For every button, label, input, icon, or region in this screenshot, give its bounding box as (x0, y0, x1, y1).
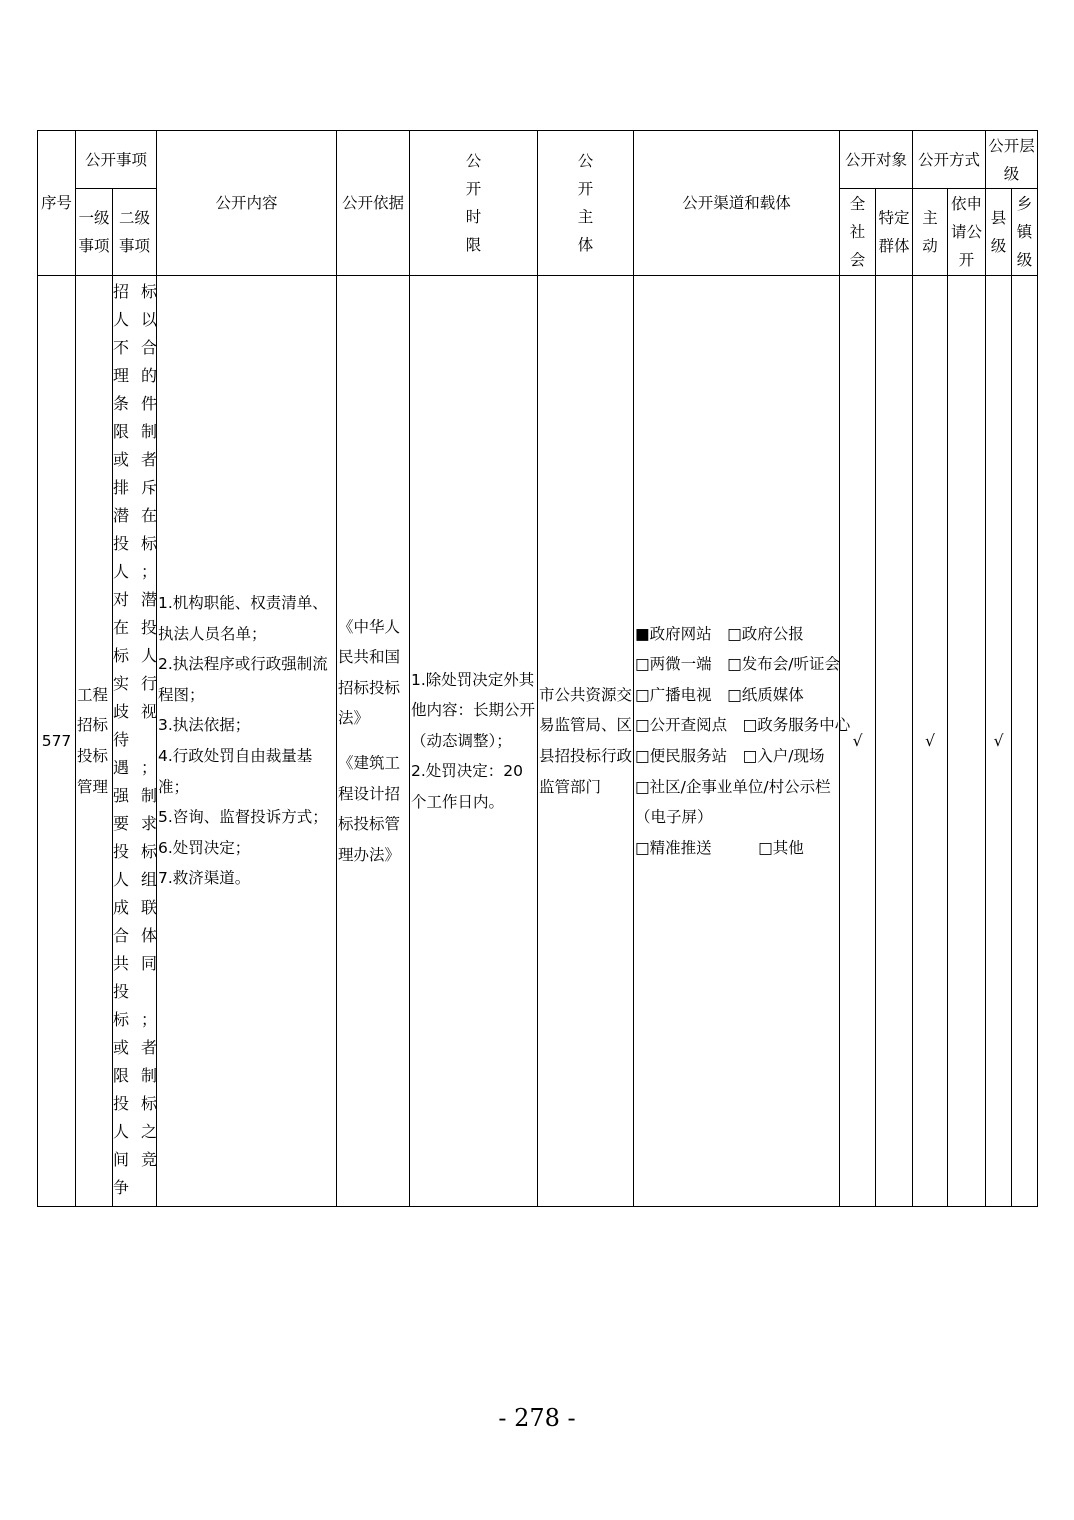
channel-item: ■政府网站 □政府公报 (635, 624, 804, 643)
row-basis (337, 276, 410, 1207)
header-target-all-text: 全社会 (849, 195, 866, 269)
channel-item: □两微一端 □发布会/听证会 (635, 655, 841, 674)
header-level-town (1012, 189, 1038, 276)
header-method-request-text: 依申请公开 (951, 195, 983, 269)
time-limit-item: 1.除处罚决定外其他内容：长期公开（动态调整）； (411, 670, 536, 750)
header-method-active-text: 主动 (922, 209, 938, 255)
header-level-town-text: 乡镇级 (1016, 195, 1033, 269)
disclosure-table (37, 130, 1038, 1207)
header-subject (538, 131, 634, 276)
channel-item: □公开查阅点 □政务服务中心 (635, 716, 851, 735)
row-level-county: √ (986, 276, 1012, 1207)
time-limit-item: 2.处罚决定：20个工作日内。 (411, 762, 524, 811)
header-basis: 公开依据 (337, 131, 410, 276)
header-method-group: 公开方式 (913, 131, 986, 189)
row-target-specific (876, 276, 913, 1207)
header-level-county (986, 189, 1012, 276)
header-content: 公开内容 (157, 131, 337, 276)
page-number: - 278 - (498, 1404, 576, 1432)
header-level-county-text: 县级 (990, 209, 1007, 255)
row-content (157, 276, 337, 1207)
channel-item: □广播电视 □纸质媒体 (635, 685, 804, 704)
header-target-specific-text: 特定群体 (878, 209, 910, 255)
row-target-all: √ (840, 276, 876, 1207)
basis-item: 《建筑工程设计招标投标管理办法》 (338, 754, 401, 864)
row-time-limit (410, 276, 538, 1207)
header-level2 (113, 189, 157, 276)
channel-item: □精准推送 □其他 (635, 838, 804, 857)
content-item: 6.处罚决定； (158, 838, 251, 857)
header-target-all (840, 189, 876, 276)
header-time-limit (410, 131, 538, 276)
row-level-town (1012, 276, 1038, 1207)
row-subject: 市公共资源交易监管局、区县招投标行政监管部门 (538, 276, 634, 1207)
header-seq: 序号 (38, 131, 76, 276)
header-channel: 公开渠道和载体 (634, 131, 840, 276)
row-method-request (948, 276, 986, 1207)
header-level1 (76, 189, 113, 276)
header-subject-text: 公开主体 (577, 152, 594, 254)
header-item-group: 公开事项 (76, 131, 157, 189)
content-item: 5.咨询、监督投诉方式； (158, 808, 328, 827)
header-level1-text: 一级事项 (78, 209, 110, 255)
header-method-active (913, 189, 948, 276)
content-item: 7.救济渠道。 (158, 869, 251, 888)
header-level2-text: 二级事项 (118, 209, 150, 255)
row-level1-text: 工程招标投标管理 (77, 685, 109, 796)
channel-item: □便民服务站 □入户/现场 (635, 747, 825, 765)
content-item: 3.执法依据； (158, 716, 251, 735)
row-level2 (113, 276, 157, 1207)
header-time-limit-text: 公开时限 (465, 152, 482, 254)
header-method-request (948, 189, 986, 276)
content-item: 4.行政处罚自由裁量基准； (158, 747, 313, 796)
header-target-specific (876, 189, 913, 276)
header-target-group: 公开对象 (840, 131, 913, 189)
channel-item: □社区/企事业单位/村公示栏（电子屏） (635, 777, 831, 827)
header-level-group: 公开层级 (986, 131, 1038, 189)
row-level2-text: 招标人以不合理的条件限制或者排斥潜在投标人；对潜在投标人实行歧视待遇；强制要求投标人组成联合体共同投标；或者限制投标人之间竞争 (113, 282, 157, 1197)
row-seq: 577 (38, 276, 76, 1207)
content-item: 2.执法程序或行政强制流程图； (158, 655, 328, 704)
basis-item: 《中华人民共和国招标投标法》 (338, 617, 401, 728)
content-item: 1.机构职能、权责清单、执法人员名单； (158, 594, 328, 643)
row-method-active: √ (913, 276, 948, 1207)
row-channel (634, 276, 851, 1207)
row-level1 (76, 276, 113, 1207)
